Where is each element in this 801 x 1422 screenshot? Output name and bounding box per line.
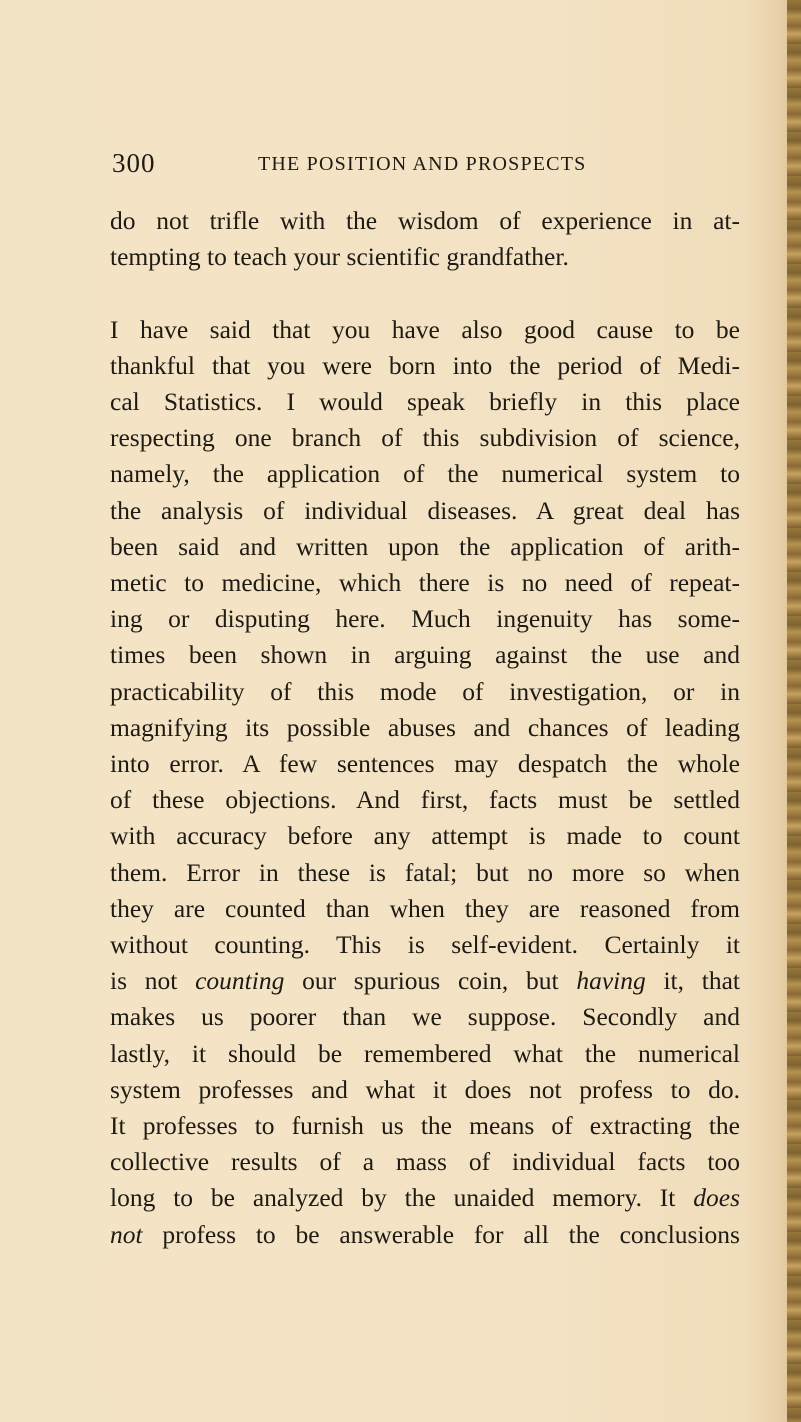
text-fragment: our spurious coin, but [284, 966, 577, 996]
body-text [110, 203, 740, 1253]
text-line: with accuracy before any attempt is made to count [110, 821, 740, 851]
text-line: metic to medicine, which there is no need of repeat- [110, 568, 740, 598]
text-line: tempting to teach your scientific grandfather. [110, 242, 569, 272]
text-line: thankful that you were born into the period of Medi- [110, 350, 740, 380]
text-fragment: long to be analyzed by the unaided memory. It [110, 1183, 694, 1213]
emphasis-having: having [576, 966, 646, 996]
text-line: the analysis of individual diseases. A great deal has [110, 495, 740, 525]
emphasis-not: not [110, 1219, 143, 1249]
text-line: of these objections. And first, facts must be settled [110, 785, 740, 815]
page-number: 300 [112, 148, 156, 178]
text-line: times been shown in arguing against the use and [110, 640, 740, 670]
page-edge [787, 0, 801, 1422]
emphasis-counting: counting [195, 966, 285, 996]
text-fragment: profess to be answerable for all the conclusions [142, 1219, 740, 1249]
emphasis-does: does [693, 1183, 740, 1213]
text-line-with-emphasis [110, 1217, 740, 1253]
page-header [0, 148, 801, 180]
text-line: practicability of this mode of investigation, or in [110, 676, 740, 706]
paragraph-gap [110, 275, 740, 311]
text-line-with-emphasis [110, 963, 740, 999]
text-line: magnifying its possible abuses and chances of leading [110, 712, 740, 742]
text-line: respecting one branch of this subdivision of science, [110, 423, 740, 453]
text-line: ing or disputing here. Much ingenuity has some- [110, 604, 740, 634]
text-line: they are counted than when they are reasoned from [110, 893, 740, 923]
text-line: cal Statistics. I would speak briefly in this place [110, 387, 740, 416]
text-line: them. Error in these is fatal; but no more so when [110, 857, 740, 887]
text-line: do not trifle with the wisdom of experience in at- [110, 206, 740, 235]
running-head: THE POSITION AND PROSPECTS [258, 153, 587, 175]
text-line-with-emphasis [110, 1180, 740, 1216]
text-line: collective results of a mass of individual facts too [110, 1147, 740, 1177]
text-line: It professes to furnish us the means of extracting the [110, 1111, 740, 1141]
text-line: makes us poorer than we suppose. Secondly and [110, 1002, 740, 1032]
text-line: without counting. This is self-evident. Certainly it [110, 930, 740, 960]
text-line: namely, the application of the numerical system to [110, 459, 740, 489]
text-line: lastly, it should be remembered what the numerical [110, 1038, 740, 1068]
text-line: into error. A few sentences may despatch the whole [110, 749, 740, 779]
text-fragment: it, that [645, 966, 740, 996]
text-line: been said and written upon the application of arith- [110, 531, 740, 561]
text-fragment: is not [110, 966, 196, 996]
text-line: I have said that you have also good cause to be [110, 314, 740, 344]
text-line: system professes and what it does not profess to do. [110, 1074, 740, 1104]
